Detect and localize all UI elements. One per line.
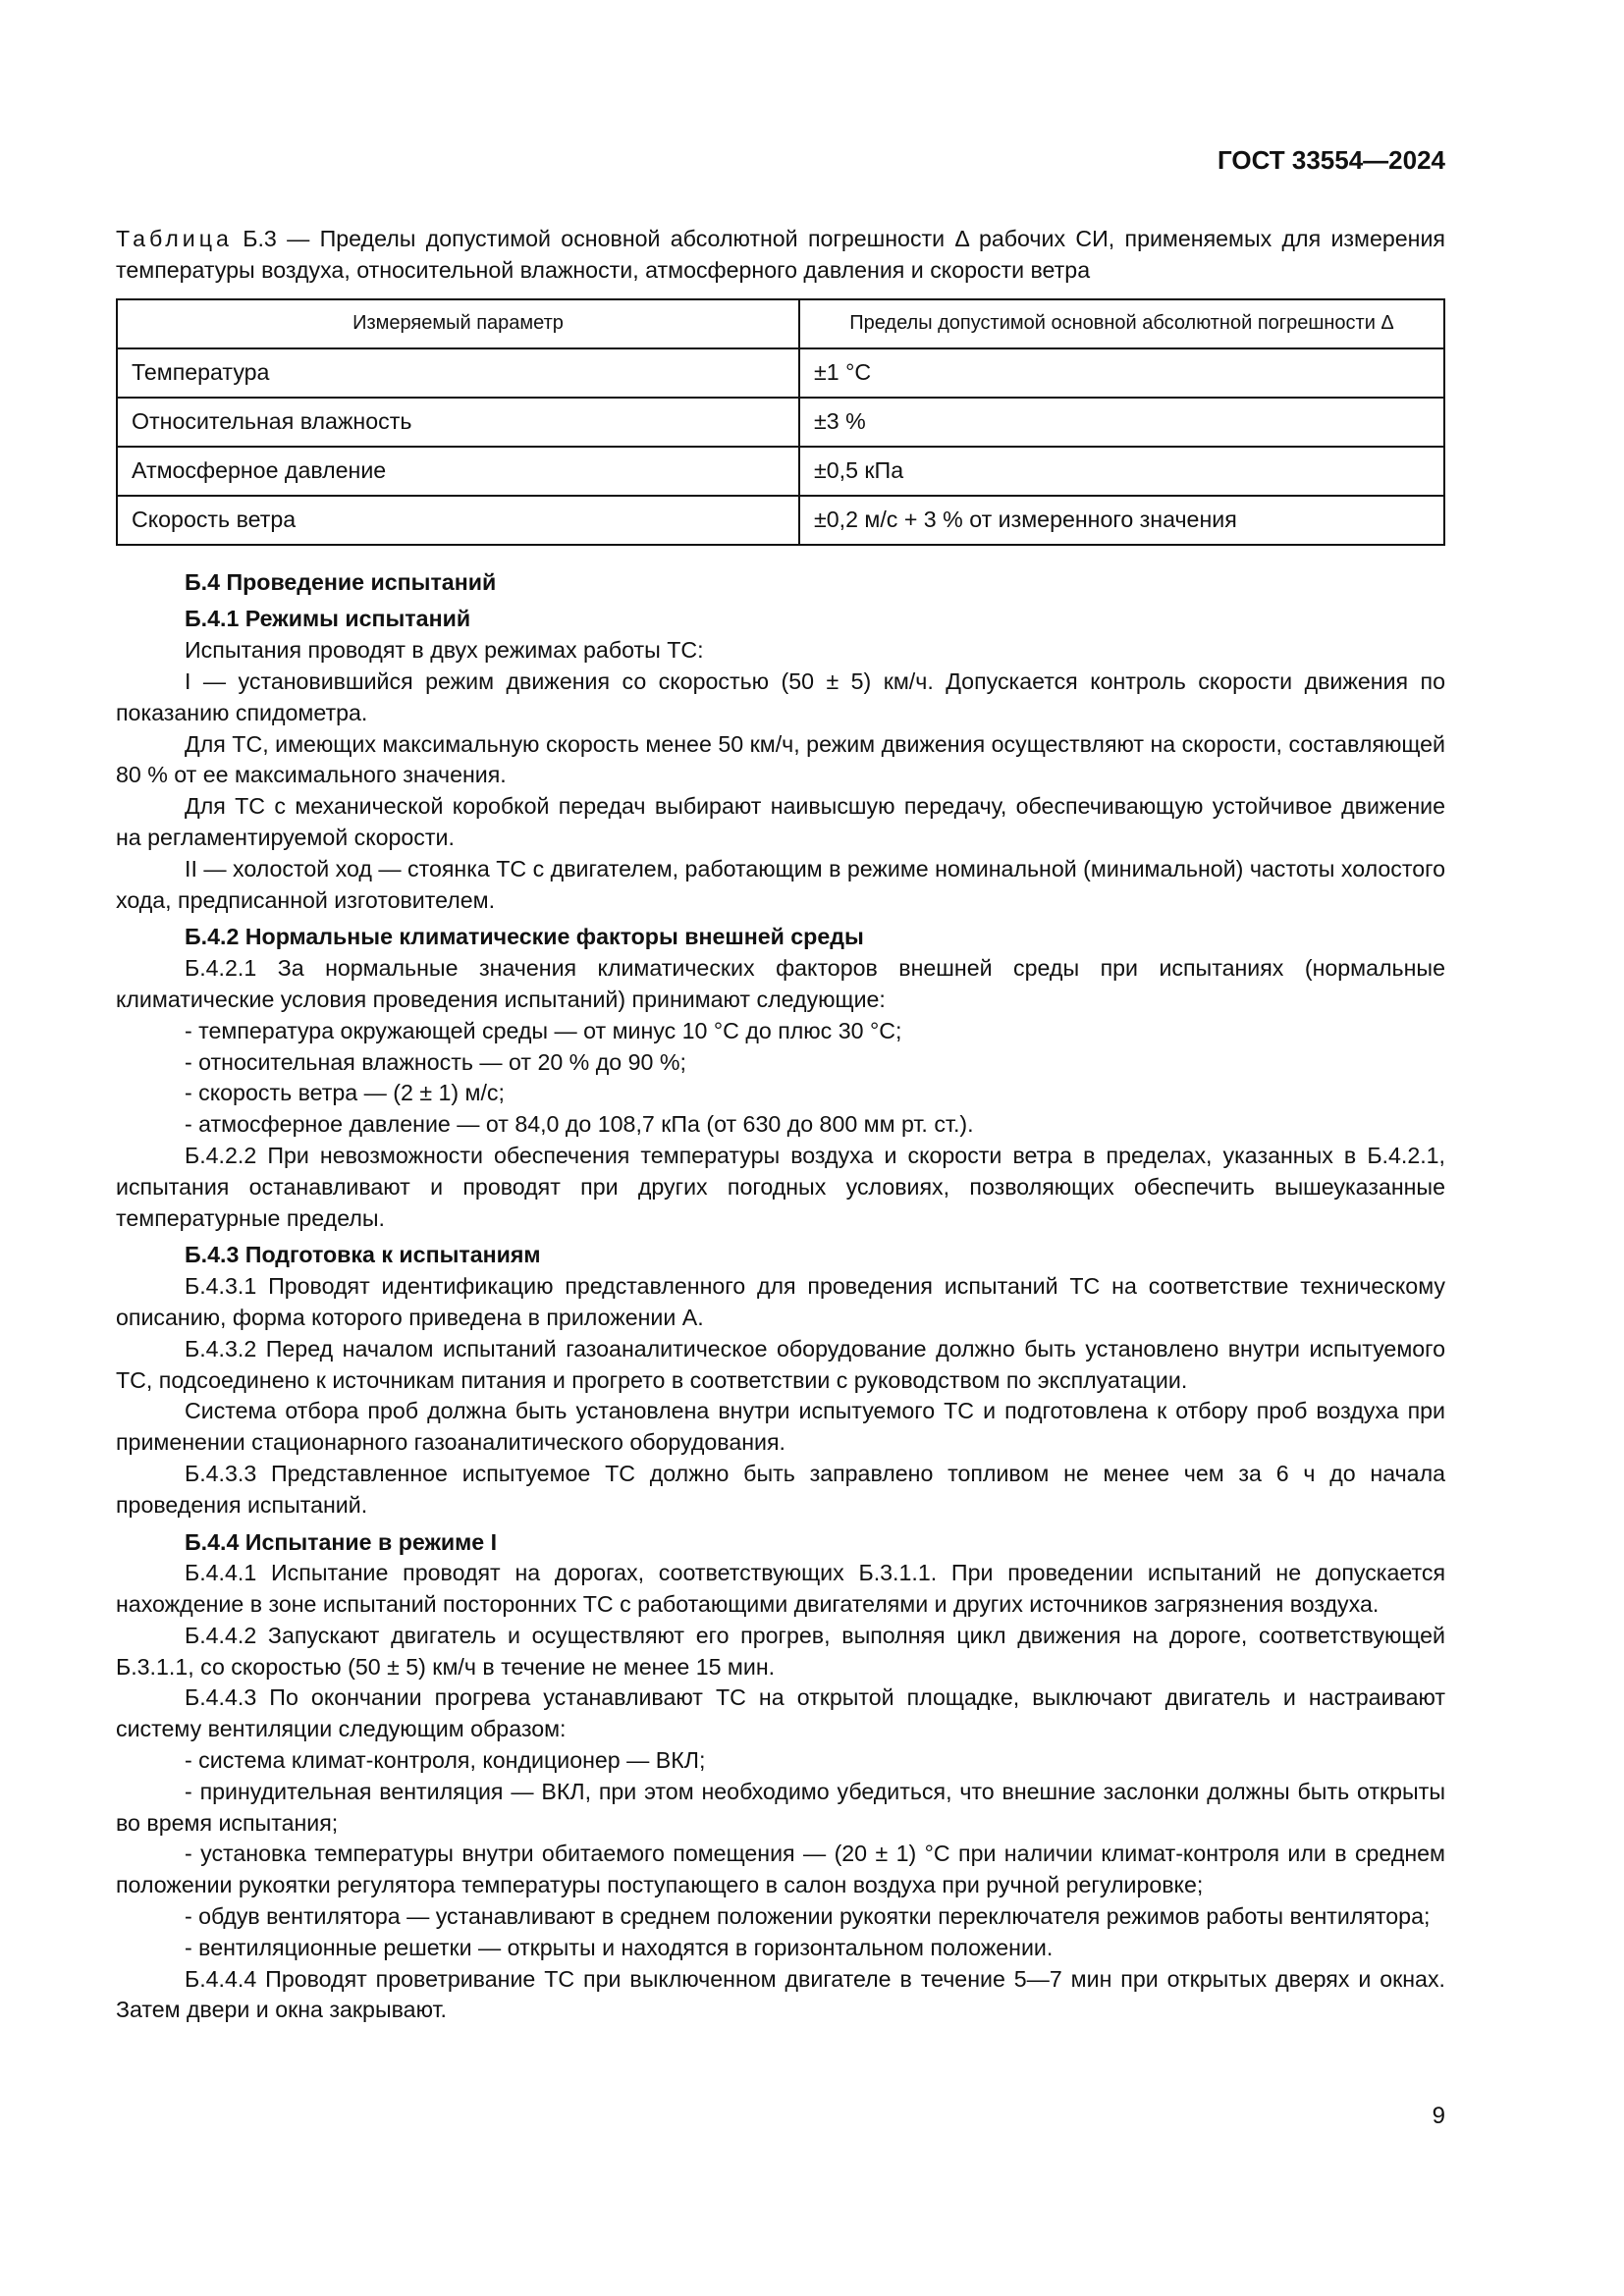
paragraph: Б.4.2.2 При невозможности обеспечения температуры воздуха и скорости ветра в пределах, указанных в Б.4.2.1, испытания останавливают и проводят при других погодных условиях, позволяющих обеспечить вышеуказанные температурные пределы. [116,1142,1445,1231]
list-item: - скорость ветра — (2 ± 1) м/с; [185,1080,505,1106]
list-item: - принудительная вентиляция — ВКЛ, при этом необходимо убедиться, что внешние заслонки должны быть открыты во время испытания; [116,1778,1445,1836]
table-cell-parameter: Температура [117,348,799,398]
table-cell-error: ±3 % [799,398,1444,447]
list-item: - относительная влажность — от 20 % до 90 %; [185,1048,686,1075]
paragraph: Испытания проводят в двух режимах работы ТС: [185,637,704,664]
section-heading: Б.4.4 Испытание в режиме I [185,1528,498,1555]
list-item: - температура окружающей среды — от минус 10 °С до плюс 30 °С; [185,1017,902,1043]
list-item: - обдув вентилятора — устанавливают в среднем положении рукоятки переключателя режимов работы вентилятора; [185,1903,1431,1930]
paragraph: Б.4.3.3 Представленное испытуемое ТС должно быть заправлено топливом не менее чем за 6 ч до начала проведения испытаний. [116,1460,1445,1518]
paragraph: Б.4.4.3 По окончании прогрева устанавливают ТС на открытой площадке, выключают двигатель и настраивают систему вентиляции следующим образом: [116,1684,1445,1742]
paragraph: Б.4.4.2 Запускают двигатель и осуществляют его прогрев, выполняя цикл движения на дороге, соответствующей Б.3.1.1, со скоростью (50 ± 5) км/ч в течение не менее 15 мин. [116,1622,1445,1680]
document-id: ГОСТ 33554—2024 [1218,145,1445,175]
paragraph: Система отбора проб должна быть установлена внутри испытуемого ТС и подготовлена к отбору проб воздуха при применении стационарного газоаналитического оборудования. [116,1398,1445,1456]
table-header-row [117,299,1444,348]
paragraph: Б.4.3.2 Перед началом испытаний газоаналитическое оборудование должно быть установлено внутри испытуемого ТС, подсоединено к источникам питания и прогрето в соответствии с руководством по эксплуатации. [116,1335,1445,1393]
table-caption [116,224,1445,287]
table-row [117,496,1444,545]
table-cell-parameter: Относительная влажность [117,398,799,447]
page-content [116,224,1445,2026]
table-caption-lead: Таблица [116,226,233,251]
table-header-error: Пределы допустимой основной абсолютной погрешности Δ [799,299,1444,348]
table-caption-text: Б.3 — Пределы допустимой основной абсолютной погрешности Δ рабочих СИ, применяемых для измерения температуры воздуха, относительной влажности, атмосферного давления и скорости ветра [116,226,1445,283]
table-row [117,447,1444,496]
section-heading: Б.4 Проведение испытаний [185,568,497,595]
list-item: - система климат-контроля, кондиционер — ВКЛ; [185,1747,706,1774]
table-cell-parameter: Скорость ветра [117,496,799,545]
list-item: - установка температуры внутри обитаемого помещения — (20 ± 1) °С при наличии климат-контроля или в среднем положении рукоятки регулятора температуры поступающего в салон воздуха при ручной регулировке; [116,1841,1445,1898]
paragraph: Б.4.4.1 Испытание проводят на дорогах, соответствующих Б.3.1.1. При проведении испытаний не допускается нахождение в зоне испытаний посторонних ТС с работающими двигателями и других источников загрязнения воздуха. [116,1560,1445,1618]
paragraph: Для ТС, имеющих максимальную скорость менее 50 км/ч, режим движения осуществляют на скорости, составляющей 80 % от ее максимального значения. [116,730,1445,788]
paragraph: Б.4.3.1 Проводят идентификацию представленного для проведения испытаний ТС на соответствие техническому описанию, форма которого приведена в приложении А. [116,1273,1445,1330]
paragraph: Б.4.4.4 Проводят проветривание ТС при выключенном двигателе в течение 5—7 мин при открытых дверях и окнах. Затем двери и окна закрывают. [116,1965,1445,2023]
table-row [117,398,1444,447]
error-limits-table [116,298,1445,546]
table-cell-error: ±0,5 кПа [799,447,1444,496]
table-cell-error: ±1 °С [799,348,1444,398]
list-item: - атмосферное давление — от 84,0 до 108,7 кПа (от 630 до 800 мм рт. ст.). [185,1111,974,1138]
paragraph: II — холостой ход — стоянка ТС с двигателем, работающим в режиме номинальной (минимальной) частоты холостого хода, предписанной изготовителем. [116,855,1445,913]
table-cell-parameter: Атмосферное давление [117,447,799,496]
list-item: - вентиляционные решетки — открыты и находятся в горизонтальном положении. [185,1934,1054,1960]
paragraph: Для ТС с механической коробкой передач выбирают наивысшую передачу, обеспечивающую устойчивое движение на регламентируемой скорости. [116,793,1445,850]
section-heading: Б.4.1 Режимы испытаний [185,606,471,632]
paragraph: I — установившийся режим движения со скоростью (50 ± 5) км/ч. Допускается контроль скорости движения по показанию спидометра. [116,667,1445,725]
paragraph: Б.4.2.1 За нормальные значения климатических факторов внешней среды при испытаниях (нормальные климатические условия проведения испытаний) принимают следующие: [116,955,1445,1012]
table-header-parameter: Измеряемый параметр [117,299,799,348]
page-number: 9 [1432,2103,1445,2129]
table-row [117,348,1444,398]
section-heading: Б.4.3 Подготовка к испытаниям [185,1242,541,1268]
table-cell-error: ±0,2 м/с + 3 % от измеренного значения [799,496,1444,545]
section-heading: Б.4.2 Нормальные климатические факторы внешней среды [185,924,864,950]
